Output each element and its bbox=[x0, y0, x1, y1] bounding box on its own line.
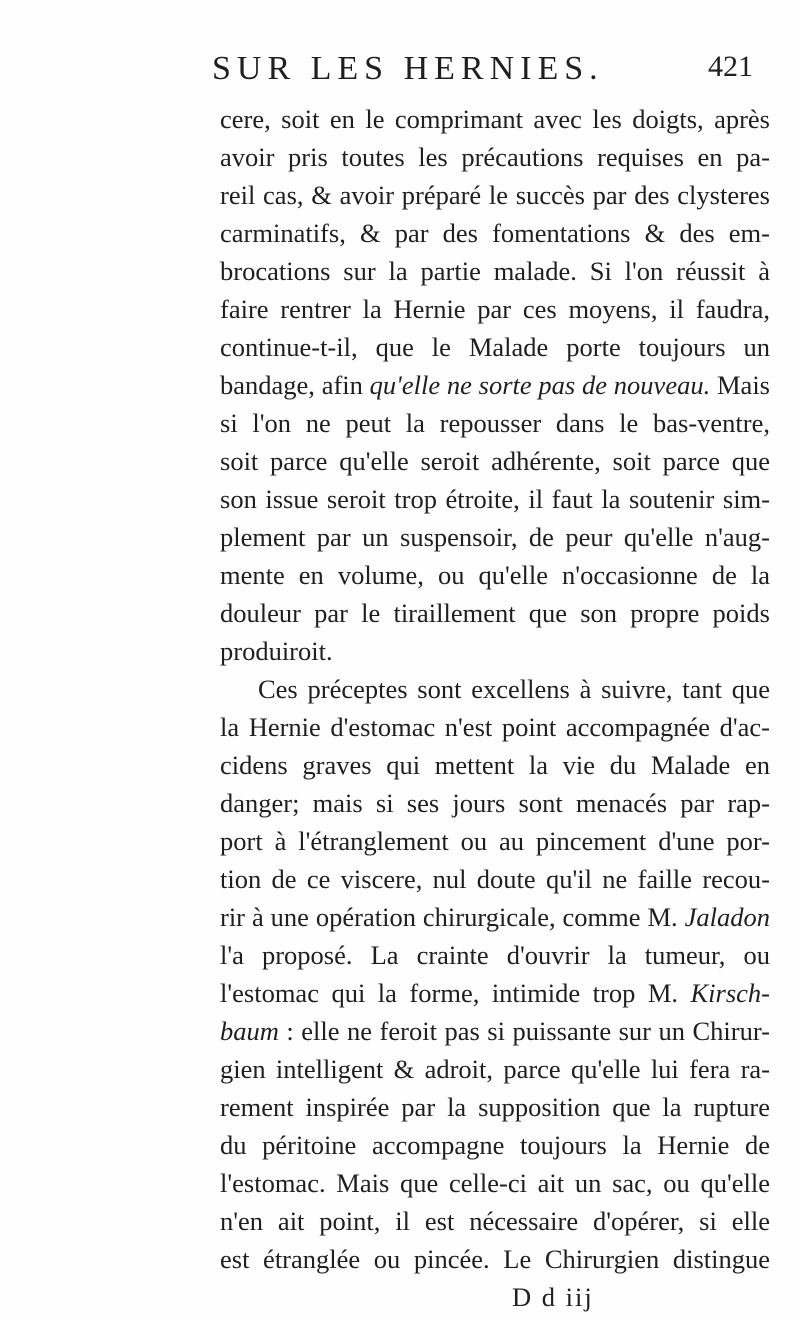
text-line: est étranglée ou pincée. Le Chirurgien distingue bbox=[220, 1244, 770, 1274]
text-line: cidens graves qui mettent la vie du Malade en bbox=[220, 750, 770, 780]
text-line: mente en volume, ou qu'elle n'occasionne de la bbox=[220, 560, 770, 590]
text-line: port à l'étranglement ou au pincement d'une por- bbox=[220, 826, 770, 856]
text-line: cere, soit en le comprimant avec les doigts, après bbox=[220, 104, 770, 134]
text-line-with-italic: baum : elle ne feroit pas si puissante sur un Chirur- bbox=[220, 1016, 770, 1046]
text-line: danger; mais si ses jours sont menacés par rap- bbox=[220, 788, 770, 818]
text-line: brocations sur la partie malade. Si l'on réussit à bbox=[220, 256, 770, 286]
catchword: D d iij bbox=[512, 1282, 594, 1312]
running-head bbox=[0, 50, 800, 94]
text-line: carminatifs, & par des fomentations & des em- bbox=[220, 218, 770, 248]
page-number: 421 bbox=[708, 50, 753, 83]
text-line: l'a proposé. La crainte d'ouvrir la tumeur, ou bbox=[220, 940, 770, 970]
text-line: la Hernie d'estomac n'est point accompagnée d'ac- bbox=[220, 712, 770, 742]
italic-text: Kirsch- bbox=[690, 978, 770, 1008]
text-line: reil cas, & avoir préparé le succès par des clysteres bbox=[220, 180, 770, 210]
text-line: n'en ait point, il est nécessaire d'opérer, si elle bbox=[220, 1206, 770, 1236]
text-line: faire rentrer la Hernie par ces moyens, il faudra, bbox=[220, 294, 770, 324]
text-line-with-italic: l'estomac qui la forme, intimide trop M. Kirsch- bbox=[220, 978, 770, 1008]
text-line: tion de ce viscere, nul doute qu'il ne faille recou- bbox=[220, 864, 770, 894]
text-line: produiroit. bbox=[220, 636, 333, 666]
text-line: son issue seroit trop étroite, il faut la soutenir sim- bbox=[220, 484, 770, 514]
text-line: rement inspirée par la supposition que la rupture bbox=[220, 1092, 770, 1122]
text-line: l'estomac. Mais que celle-ci ait un sac, ou qu'elle bbox=[220, 1168, 770, 1198]
italic-text: Jaladon bbox=[684, 902, 770, 932]
running-title: SUR LES HERNIES. bbox=[212, 50, 604, 87]
italic-text: qu'elle ne sorte pas de nouveau. bbox=[369, 370, 711, 400]
text-line: Ces préceptes sont excellens à suivre, tant que bbox=[258, 674, 770, 704]
text-line: gien intelligent & adroit, parce qu'elle lui fera ra- bbox=[220, 1054, 770, 1084]
text-line-with-italic: bandage, afin qu'elle ne sorte pas de nouveau. Mais bbox=[220, 370, 770, 400]
italic-text: baum bbox=[220, 1016, 279, 1046]
text-line: avoir pris toutes les précautions requises en pa- bbox=[220, 142, 770, 172]
text-line-with-italic: rir à une opération chirurgicale, comme M. Jaladon bbox=[220, 902, 770, 932]
text-line: soit parce qu'elle seroit adhérente, soit parce que bbox=[220, 446, 770, 476]
text-line: plement par un suspensoir, de peur qu'elle n'aug- bbox=[220, 522, 770, 552]
text-line: si l'on ne peut la repousser dans le bas-ventre, bbox=[220, 408, 770, 438]
text-line: du péritoine accompagne toujours la Hernie de bbox=[220, 1130, 770, 1160]
text-line: douleur par le tiraillement que son propre poids bbox=[220, 598, 770, 628]
text-line: continue-t-il, que le Malade porte toujours un bbox=[220, 332, 770, 362]
